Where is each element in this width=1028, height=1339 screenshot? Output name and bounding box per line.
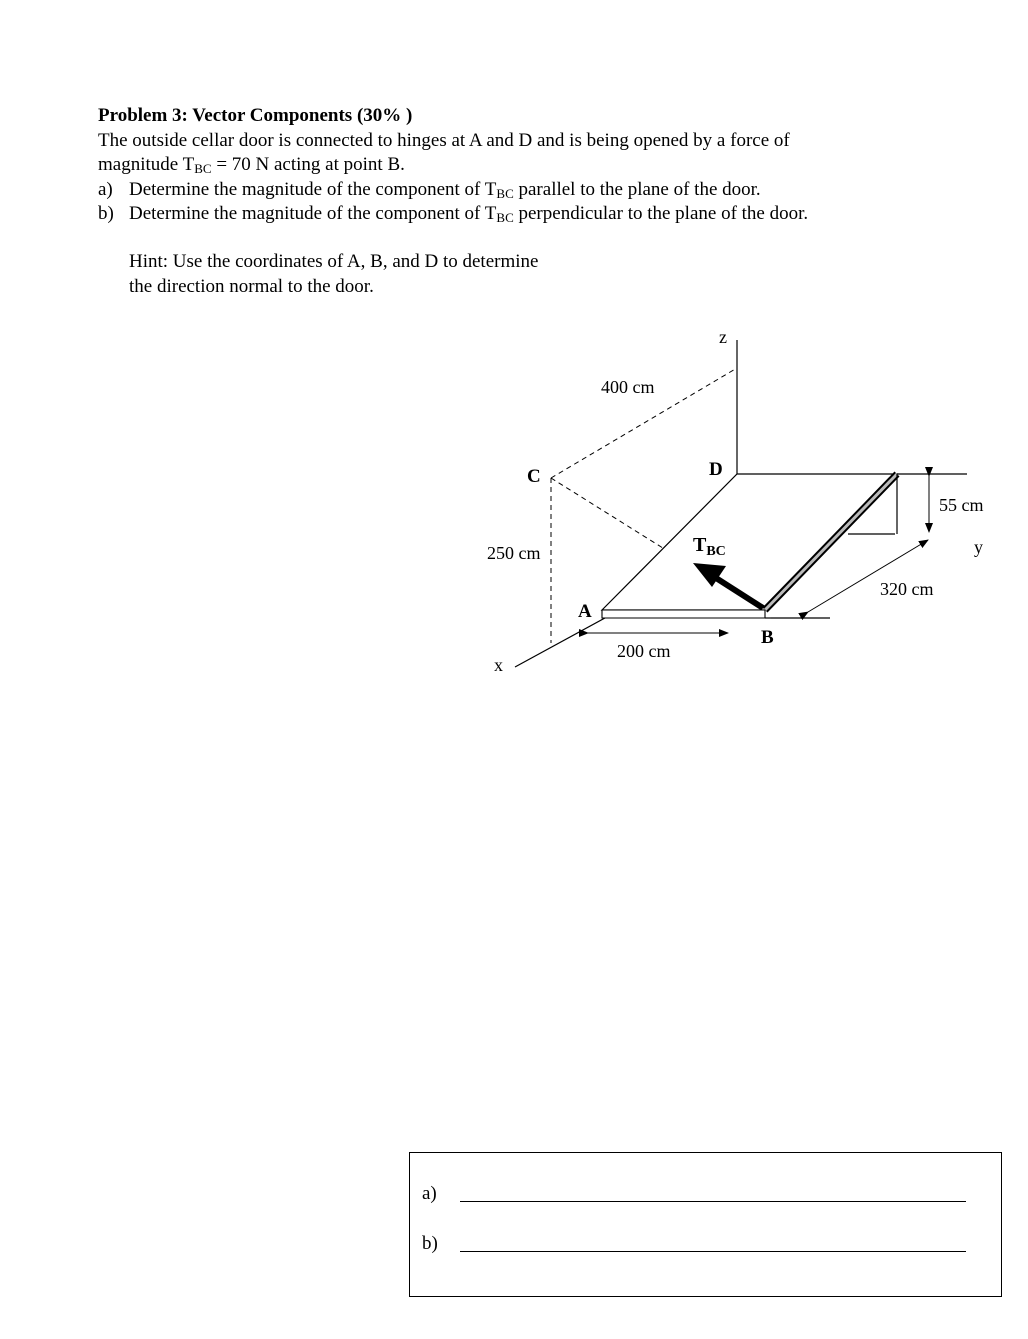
door-panel [602,474,897,610]
point-d-label: D [709,459,723,480]
answer-a-line[interactable] [460,1201,966,1202]
answer-b-line[interactable] [460,1251,966,1252]
point-c-label: C [527,466,541,487]
problem-line-2: magnitude $T_{BC} = 70$ N acting at point B. [98,154,405,176]
dim-200-label: 200 cm [617,641,671,661]
dim-400-label: 400 cm [601,377,655,397]
answer-row-b [422,1233,438,1255]
problem-line-1: The outside cellar door is connected to hinges at A and D and is being opened by a force of [98,129,790,151]
hint-line-2: the direction normal to the door. [129,275,374,297]
point-a-label: A [578,601,592,622]
question-b: b) Determine the magnitude of the component of $T_{BC}$ perpendicular to the plane of the door. [98,203,809,225]
y-axis-label: y [974,537,983,557]
dim-250-label: 250 cm [487,543,541,563]
dim-320-label: 320 cm [880,579,934,599]
answer-box [409,1152,1002,1297]
answer-a-label: a) [422,1183,437,1204]
answer-b-label: b) [422,1233,438,1254]
force-label: $T_{BC}$ [693,534,726,559]
x-axis-label: x [494,655,503,675]
dim-55-label: 55 cm [939,495,984,515]
point-b-label: B [761,627,774,648]
hint-line-1: Hint: Use the coordinates of A, B, and D to determine [129,251,539,272]
problem-title: Problem 3: Vector Components (30% ) [98,105,413,126]
question-a: a) Determine the magnitude of the component of $T_{BC}$ parallel to the plane of the door. [98,178,761,201]
answer-row-a [422,1183,437,1205]
z-axis-label: z [719,327,727,347]
door-front-edge [602,610,765,618]
